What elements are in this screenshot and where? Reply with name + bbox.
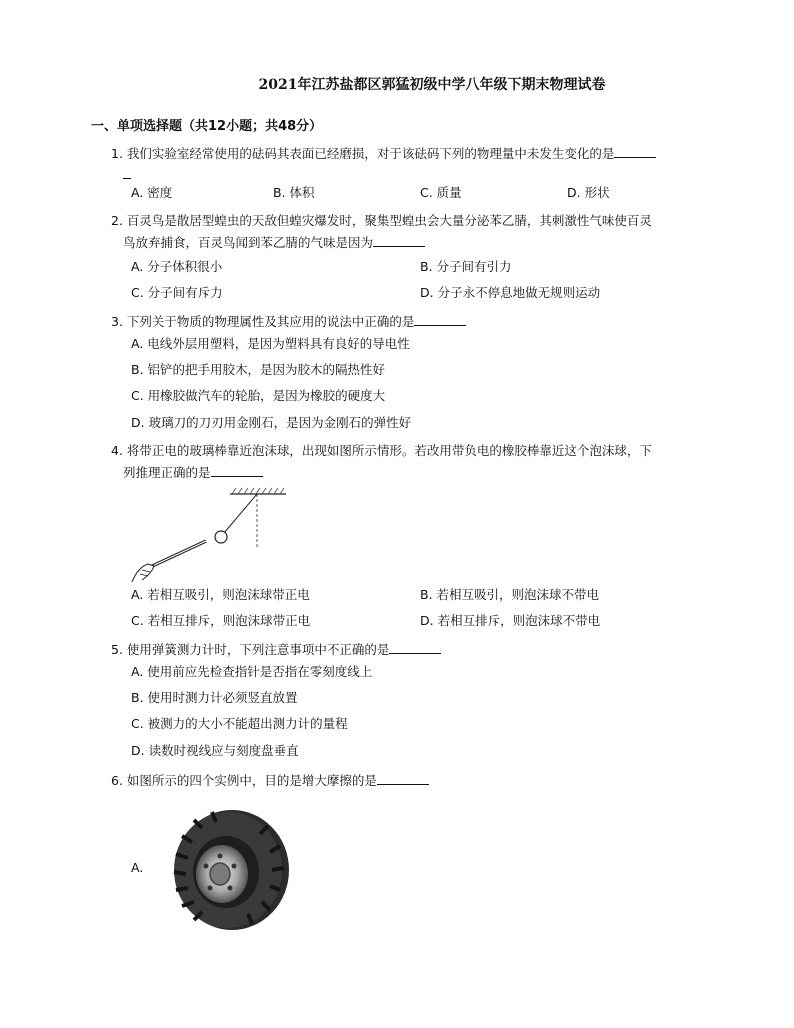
- option-d: D. 玻璃刀的刀刃用金刚石，是因为金刚石的弹性好: [131, 415, 412, 430]
- question-6: [111, 770, 751, 792]
- option-a: A. 密度: [131, 185, 173, 200]
- question-number: 1.: [111, 146, 123, 161]
- question-stem-line2: 鸟放弃捕食，百灵鸟闻到苯乙腈的气味是因为: [123, 235, 374, 250]
- question-stem: 使用弹簧测力计时，下列注意事项中不正确的是: [126, 642, 390, 657]
- option-c: C. 用橡胶做汽车的轮胎，是因为橡胶的硬度大: [131, 388, 386, 403]
- option-b: B. 使用时测力计必须竖直放置: [131, 690, 298, 705]
- question-stem: 我们实验室经常使用的砝码其表面已经磨损，对于该砝码下列的物理量中未发生变化的是: [126, 146, 615, 161]
- string: [224, 494, 257, 533]
- page-title: 2021年江苏盐都区郭猛初级中学八年级下期末物理试卷: [258, 77, 606, 93]
- question-stem: 下列关于物质的物理属性及其应用的说法中正确的是: [126, 314, 415, 329]
- question-number: 6.: [111, 773, 123, 788]
- option-a: A.: [131, 860, 144, 875]
- answer-blank: [389, 641, 441, 654]
- answer-blank: [373, 234, 425, 247]
- option-b: B. 体积: [273, 185, 315, 200]
- tire-image: [168, 806, 293, 934]
- option-c: C. 质量: [420, 185, 462, 200]
- answer-blank: [414, 313, 466, 326]
- option-b: B. 铝铲的把手用胶木，是因为胶木的隔热性好: [131, 362, 386, 377]
- option-a: A. 使用前应先检查指针是否指在零刻度线上: [131, 664, 373, 679]
- question-number: 3.: [111, 314, 123, 329]
- answer-blank: [614, 145, 656, 158]
- option-d: D. 分子永不停息地做无规则运动: [420, 285, 601, 300]
- option-a: A. 分子体积很小: [131, 259, 223, 274]
- option-c: C. 被测力的大小不能超出测力计的量程: [131, 716, 348, 731]
- foam-ball: [215, 531, 227, 543]
- ceiling-hatching: [232, 488, 284, 494]
- option-d: D. 若相互排斥，则泡沫球不带电: [420, 613, 601, 628]
- option-d: D. 读数时视线应与刻度盘垂直: [131, 743, 299, 758]
- question-2-line2: [123, 232, 743, 254]
- question-4-line2: [123, 462, 743, 484]
- section-heading: 一、单项选择题（共12小题；共48分）: [91, 119, 323, 134]
- question-number: 4.: [111, 443, 123, 458]
- question-stem-line2: 列推理正确的是: [123, 465, 211, 480]
- question-number: 5.: [111, 642, 123, 657]
- answer-blank: [211, 464, 263, 477]
- question-5: [111, 639, 751, 661]
- option-a: A. 若相互吸引，则泡沫球带正电: [131, 587, 310, 602]
- question-stem-line1: 将带正电的玻璃棒靠近泡沫球，出现如图所示情形。若改用带负电的橡胶棒靠近这个泡沫球，下: [126, 443, 652, 458]
- option-c: C. 分子间有斥力: [131, 285, 223, 300]
- option-a: A. 电线外层用塑料，是因为塑料具有良好的导电性: [131, 336, 410, 351]
- option-b: B. 分子间有引力: [420, 259, 512, 274]
- question-1: [111, 143, 751, 165]
- question-stem-line1: 百灵鸟是散居型蝗虫的天敌但蝗灾爆发时，聚集型蝗虫会大量分泌苯乙腈，其刺激性气味使百灵: [126, 213, 652, 228]
- question-number: 2.: [111, 213, 123, 228]
- pendulum-figure: [128, 486, 298, 586]
- hand: [132, 564, 154, 582]
- question-2: [111, 210, 751, 232]
- option-c: C. 若相互排斥，则泡沫球带正电: [131, 613, 311, 628]
- option-d: D. 形状: [567, 185, 610, 200]
- answer-blank: [377, 772, 429, 785]
- question-3: [111, 311, 751, 333]
- question-stem: 如图所示的四个实例中，目的是增大摩擦的是: [126, 773, 377, 788]
- option-b: B. 若相互吸引，则泡沫球不带电: [420, 587, 600, 602]
- question-4: [111, 440, 751, 462]
